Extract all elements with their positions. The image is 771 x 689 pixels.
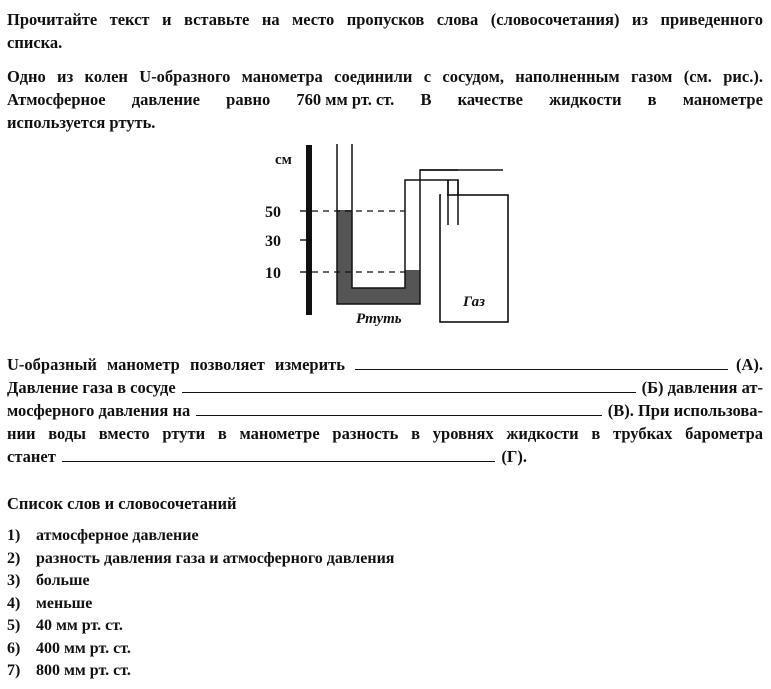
scale-ruler	[306, 145, 312, 315]
instruction-line-1: Прочитайте текст и вставьте на место пропусков слова (словосочетания) из приведенного	[7, 10, 763, 29]
list-item	[7, 525, 394, 548]
blank-label-a: (А).	[735, 355, 763, 374]
fill-text: Давление газа в сосуде	[7, 378, 176, 397]
fill-text: мосферного давления на	[7, 401, 191, 420]
list-item	[7, 660, 394, 683]
intro-word: давление	[131, 90, 200, 109]
intro-word: качестве	[457, 90, 523, 109]
item-text: меньше	[36, 594, 93, 612]
list-item	[7, 570, 394, 593]
intro-word: равно	[226, 90, 271, 109]
tick-label: 50	[265, 204, 281, 221]
item-number: 7)	[7, 662, 21, 679]
item-number: 3)	[7, 572, 21, 589]
item-number: 5)	[7, 617, 21, 634]
intro-line-3: используется ртуть.	[7, 113, 156, 132]
item-number: 6)	[7, 639, 21, 657]
fill-text: станет	[7, 447, 56, 466]
intro-word: 760 мм рт. ст.	[296, 90, 395, 109]
manometer-figure	[260, 140, 520, 330]
item-text: атмосферное давление	[36, 527, 199, 544]
intro-word: в	[647, 90, 657, 109]
blank-d[interactable]	[62, 446, 496, 462]
unit-label: см	[275, 152, 292, 168]
fill-line-5	[7, 445, 527, 468]
item-text: 400 мм рт. ст.	[36, 639, 131, 657]
item-number: 1)	[7, 527, 21, 544]
item-text: разность давления газа и атмосферного давления	[36, 549, 395, 567]
intro-word: манометре	[682, 90, 763, 109]
mercury-fill	[337, 210, 420, 304]
fill-line-4: нии воды вместо ртути в манометре разность в уровнях жидкости в трубках барометра	[7, 424, 763, 443]
blank-a[interactable]	[355, 354, 728, 370]
item-text: больше	[36, 572, 90, 589]
fill-line-1	[7, 353, 763, 376]
liquid-label: Ртуть	[356, 311, 402, 327]
intro-line-2	[7, 88, 763, 111]
intro-word: В	[420, 90, 432, 109]
fill-text: U-образный манометр позволяет измерить	[7, 355, 345, 374]
list-item	[7, 593, 394, 616]
intro-line-1: Одно из колен U-образного манометра соединили с сосудом, наполненным газом (см. рис.).	[7, 67, 763, 86]
word-list	[7, 525, 394, 683]
instruction-line-2: списка.	[7, 33, 63, 52]
item-text: 40 мм рт. ст.	[36, 617, 123, 634]
tick-label: 30	[265, 233, 281, 250]
blank-b[interactable]	[182, 377, 636, 393]
fill-line-2	[7, 376, 763, 399]
list-item	[7, 638, 394, 661]
item-number: 4)	[7, 594, 21, 612]
item-number: 2)	[7, 549, 21, 567]
tick-label: 10	[265, 265, 281, 282]
blank-c[interactable]	[196, 400, 602, 416]
blank-label-d: (Г).	[501, 447, 527, 466]
vessel-label: Газ	[463, 294, 486, 310]
intro-word: Атмосферное	[7, 90, 106, 109]
intro-word: жидкости	[549, 90, 622, 109]
item-text: 800 мм рт. ст.	[36, 662, 131, 679]
vessel-inlet-gap	[441, 194, 447, 197]
word-list-heading: Список слов и словосочетаний	[7, 494, 237, 513]
list-item	[7, 548, 394, 571]
blank-label-b: (Б) давления ат-	[641, 378, 763, 397]
list-item	[7, 615, 394, 638]
fill-line-3	[7, 399, 763, 422]
blank-label-c: (В). При использова-	[607, 401, 763, 420]
